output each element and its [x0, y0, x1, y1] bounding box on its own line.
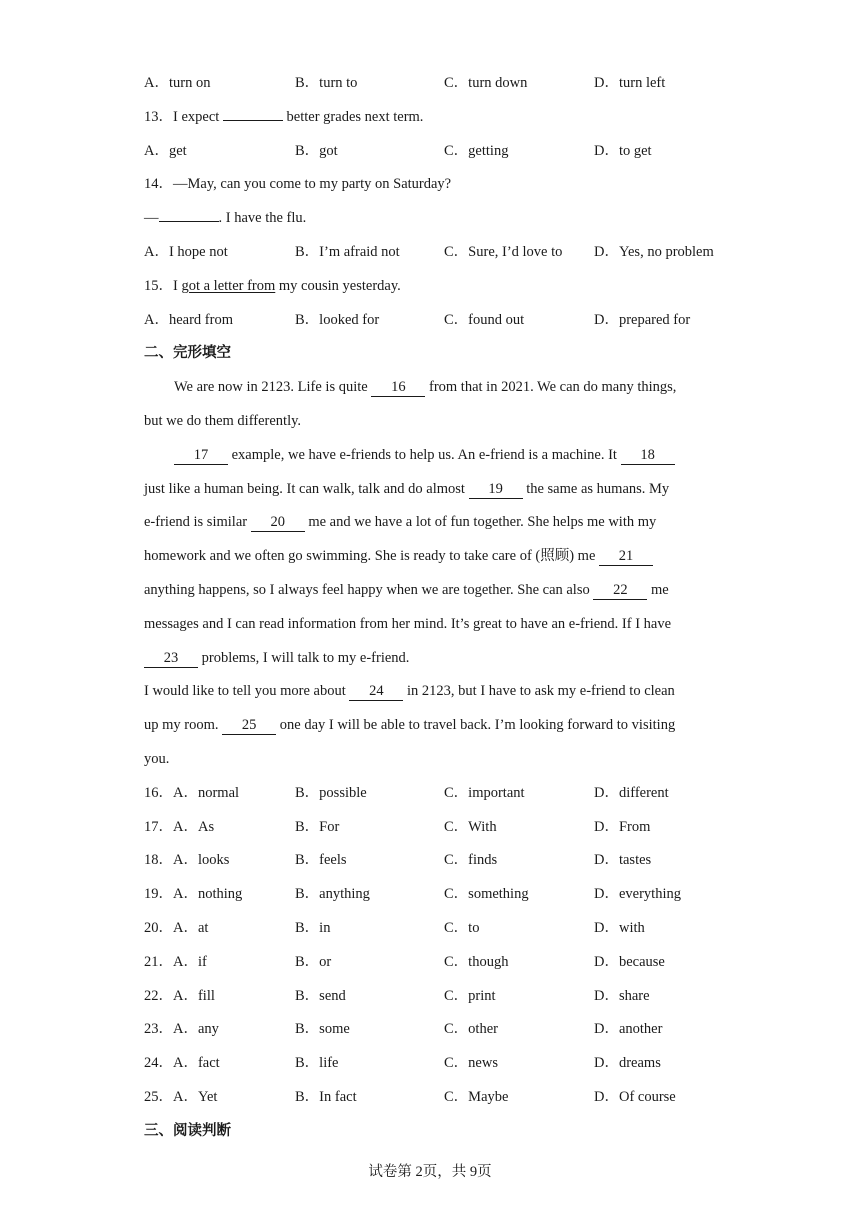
blank-18: 18 — [621, 447, 675, 465]
option-d: D．From — [594, 819, 651, 835]
cloze-question-19 — [144, 884, 744, 904]
cloze-question-23 — [144, 1019, 744, 1039]
question-number-option-a: 16．A．normal — [144, 785, 240, 801]
option-b: B．feels — [295, 852, 347, 868]
option-b: B．For — [295, 819, 340, 835]
question-number-option-a: 18．A．looks — [144, 852, 230, 868]
q12-options — [144, 73, 744, 93]
q15-stem — [144, 276, 401, 296]
option-c: C．to — [444, 920, 480, 936]
option-b: B．in — [295, 920, 331, 936]
q14-option-a: A．I hope not — [144, 244, 228, 260]
passage-text: the same as humans. My — [522, 481, 670, 497]
question-number-option-a: 24．A．fact — [144, 1055, 220, 1071]
q15-number: 15． — [144, 278, 173, 294]
blank-24: 24 — [349, 683, 403, 701]
section-3-title: 三、阅读判断 — [144, 1123, 231, 1139]
option-d: D．tastes — [594, 852, 652, 868]
passage-text: I would like to tell you more about — [144, 683, 350, 699]
option-c: C．Maybe — [444, 1089, 509, 1105]
passage-text: one day I will be able to travel back. I’m looking forward to visiting — [276, 717, 676, 733]
blank-21: 21 — [599, 548, 653, 566]
passage-text: We are now in 2123. Life is quite — [174, 379, 372, 395]
q12-option-c: C．turn down — [444, 75, 528, 91]
cloze-question-20 — [144, 918, 744, 938]
passage-line-12: you. — [144, 751, 170, 767]
passage-text: from that in 2021. We can do many things, — [425, 379, 677, 395]
cloze-question-22 — [144, 986, 744, 1006]
option-c: C．print — [444, 988, 496, 1004]
passage-text: problems, I will talk to my e-friend. — [198, 650, 410, 666]
option-d: D．everything — [594, 886, 681, 902]
q15-option-c: C．found out — [444, 312, 525, 328]
option-d: D．because — [594, 954, 665, 970]
blank-19: 19 — [469, 481, 523, 499]
passage-text: example, we have e-friends to help us. An e-friend is a machine. It — [228, 447, 621, 463]
question-number-option-a: 19．A．nothing — [144, 886, 243, 902]
q12-option-d: D．turn left — [594, 75, 666, 91]
passage-text: in 2123, but I have to ask my e-friend to clean — [403, 683, 675, 699]
option-b: B．send — [295, 988, 346, 1004]
q14-option-b: B．I’m afraid not — [295, 244, 400, 260]
passage-line-4 — [144, 479, 669, 499]
passage-text: me and we have a lot of fun together. She helps me with my — [304, 514, 657, 530]
question-number-option-a: 17．A．As — [144, 819, 215, 835]
q13-blank — [223, 120, 283, 121]
q15-text-after: my cousin yesterday. — [275, 278, 401, 294]
cloze-question-25 — [144, 1087, 744, 1107]
passage-line-3 — [174, 445, 675, 465]
q14-options — [144, 242, 744, 262]
option-d: D．with — [594, 920, 645, 936]
option-b: B．or — [295, 954, 332, 970]
question-number-option-a: 20．A．at — [144, 920, 209, 936]
passage-text: just like a human being. It can walk, talk and do almost — [144, 481, 469, 497]
section-2-title: 二、完形填空 — [144, 345, 231, 361]
q14-reply — [144, 208, 306, 228]
question-number-option-a: 25．A．Yet — [144, 1089, 218, 1105]
q13-option-b: B．got — [295, 143, 338, 159]
blank-23: 23 — [144, 650, 198, 668]
q13-options — [144, 141, 744, 161]
q15-options — [144, 310, 744, 330]
q14-blank — [159, 221, 219, 222]
option-c: C．With — [444, 819, 497, 835]
passage-line-5 — [144, 512, 656, 532]
q14-reply-dash: — — [144, 210, 159, 226]
passage-line-10 — [144, 681, 675, 701]
passage-text: me — [647, 582, 669, 598]
q15-text-before: I — [173, 278, 182, 294]
option-b: B．In fact — [295, 1089, 357, 1105]
blank-25: 25 — [222, 717, 276, 735]
option-d: D．Of course — [594, 1089, 676, 1105]
q12-option-b: B．turn to — [295, 75, 358, 91]
blank-20: 20 — [251, 514, 305, 532]
passage-text: anything happens, so I always feel happy when we are together. She can also — [144, 582, 594, 598]
question-number-option-a: 23．A．any — [144, 1021, 219, 1037]
option-b: B．possible — [295, 785, 367, 801]
passage-line-6 — [144, 546, 653, 566]
q14-option-c: C．Sure, I’d love to — [444, 244, 563, 260]
option-c: C．something — [444, 886, 529, 902]
cloze-question-21 — [144, 952, 744, 972]
option-d: D．different — [594, 785, 669, 801]
q12-option-a: A．turn on — [144, 75, 211, 91]
passage-line-8: messages and I can read information from her mind. It’s great to have an e-friend. If I have — [144, 616, 672, 632]
q15-underlined-phrase: got a letter from — [181, 278, 276, 294]
q13-option-a: A．get — [144, 143, 187, 159]
question-number-option-a: 22．A．fill — [144, 988, 215, 1004]
option-c: C．though — [444, 954, 509, 970]
q15-option-b: B．looked for — [295, 312, 380, 328]
option-c: C．important — [444, 785, 525, 801]
q13-number: 13． — [144, 109, 173, 125]
blank-17: 17 — [174, 447, 228, 465]
cloze-question-16 — [144, 783, 744, 803]
q14-reply-text: . I have the flu. — [218, 210, 307, 226]
q14-option-d: D．Yes, no problem — [594, 244, 714, 260]
q14-stem — [144, 174, 451, 194]
passage-line-9 — [144, 648, 409, 668]
option-d: D．another — [594, 1021, 663, 1037]
q14-prompt: —May, can you come to my party on Saturday? — [173, 176, 452, 192]
q13-text-before: I expect — [173, 109, 223, 125]
cloze-question-17 — [144, 817, 744, 837]
page-footer: 试卷第 2页，共 9页 — [368, 1164, 492, 1180]
option-d: D．share — [594, 988, 650, 1004]
option-c: C．other — [444, 1021, 498, 1037]
option-d: D．dreams — [594, 1055, 661, 1071]
passage-text: up my room. — [144, 717, 223, 733]
q15-option-d: D．prepared for — [594, 312, 691, 328]
passage-line-1 — [174, 377, 676, 397]
cloze-question-18 — [144, 850, 744, 870]
passage-line-7 — [144, 580, 669, 600]
q13-stem — [144, 107, 423, 127]
option-b: B．anything — [295, 886, 370, 902]
cloze-question-24 — [144, 1053, 744, 1073]
option-c: C．finds — [444, 852, 498, 868]
passage-text: e-friend is similar — [144, 514, 251, 530]
option-b: B．some — [295, 1021, 350, 1037]
option-b: B．life — [295, 1055, 339, 1071]
blank-16: 16 — [371, 379, 425, 397]
q13-option-c: C．getting — [444, 143, 509, 159]
passage-line-2: but we do them differently. — [144, 413, 302, 429]
question-number-option-a: 21．A．if — [144, 954, 207, 970]
passage-line-11 — [144, 715, 675, 735]
q13-text-after: better grades next term. — [282, 109, 424, 125]
option-c: C．news — [444, 1055, 498, 1071]
q15-option-a: A．heard from — [144, 312, 233, 328]
q14-number: 14． — [144, 176, 173, 192]
q13-option-d: D．to get — [594, 143, 652, 159]
blank-22: 22 — [593, 582, 647, 600]
passage-text: homework and we often go swimming. She is ready to take care of (照顾) me — [144, 548, 600, 564]
